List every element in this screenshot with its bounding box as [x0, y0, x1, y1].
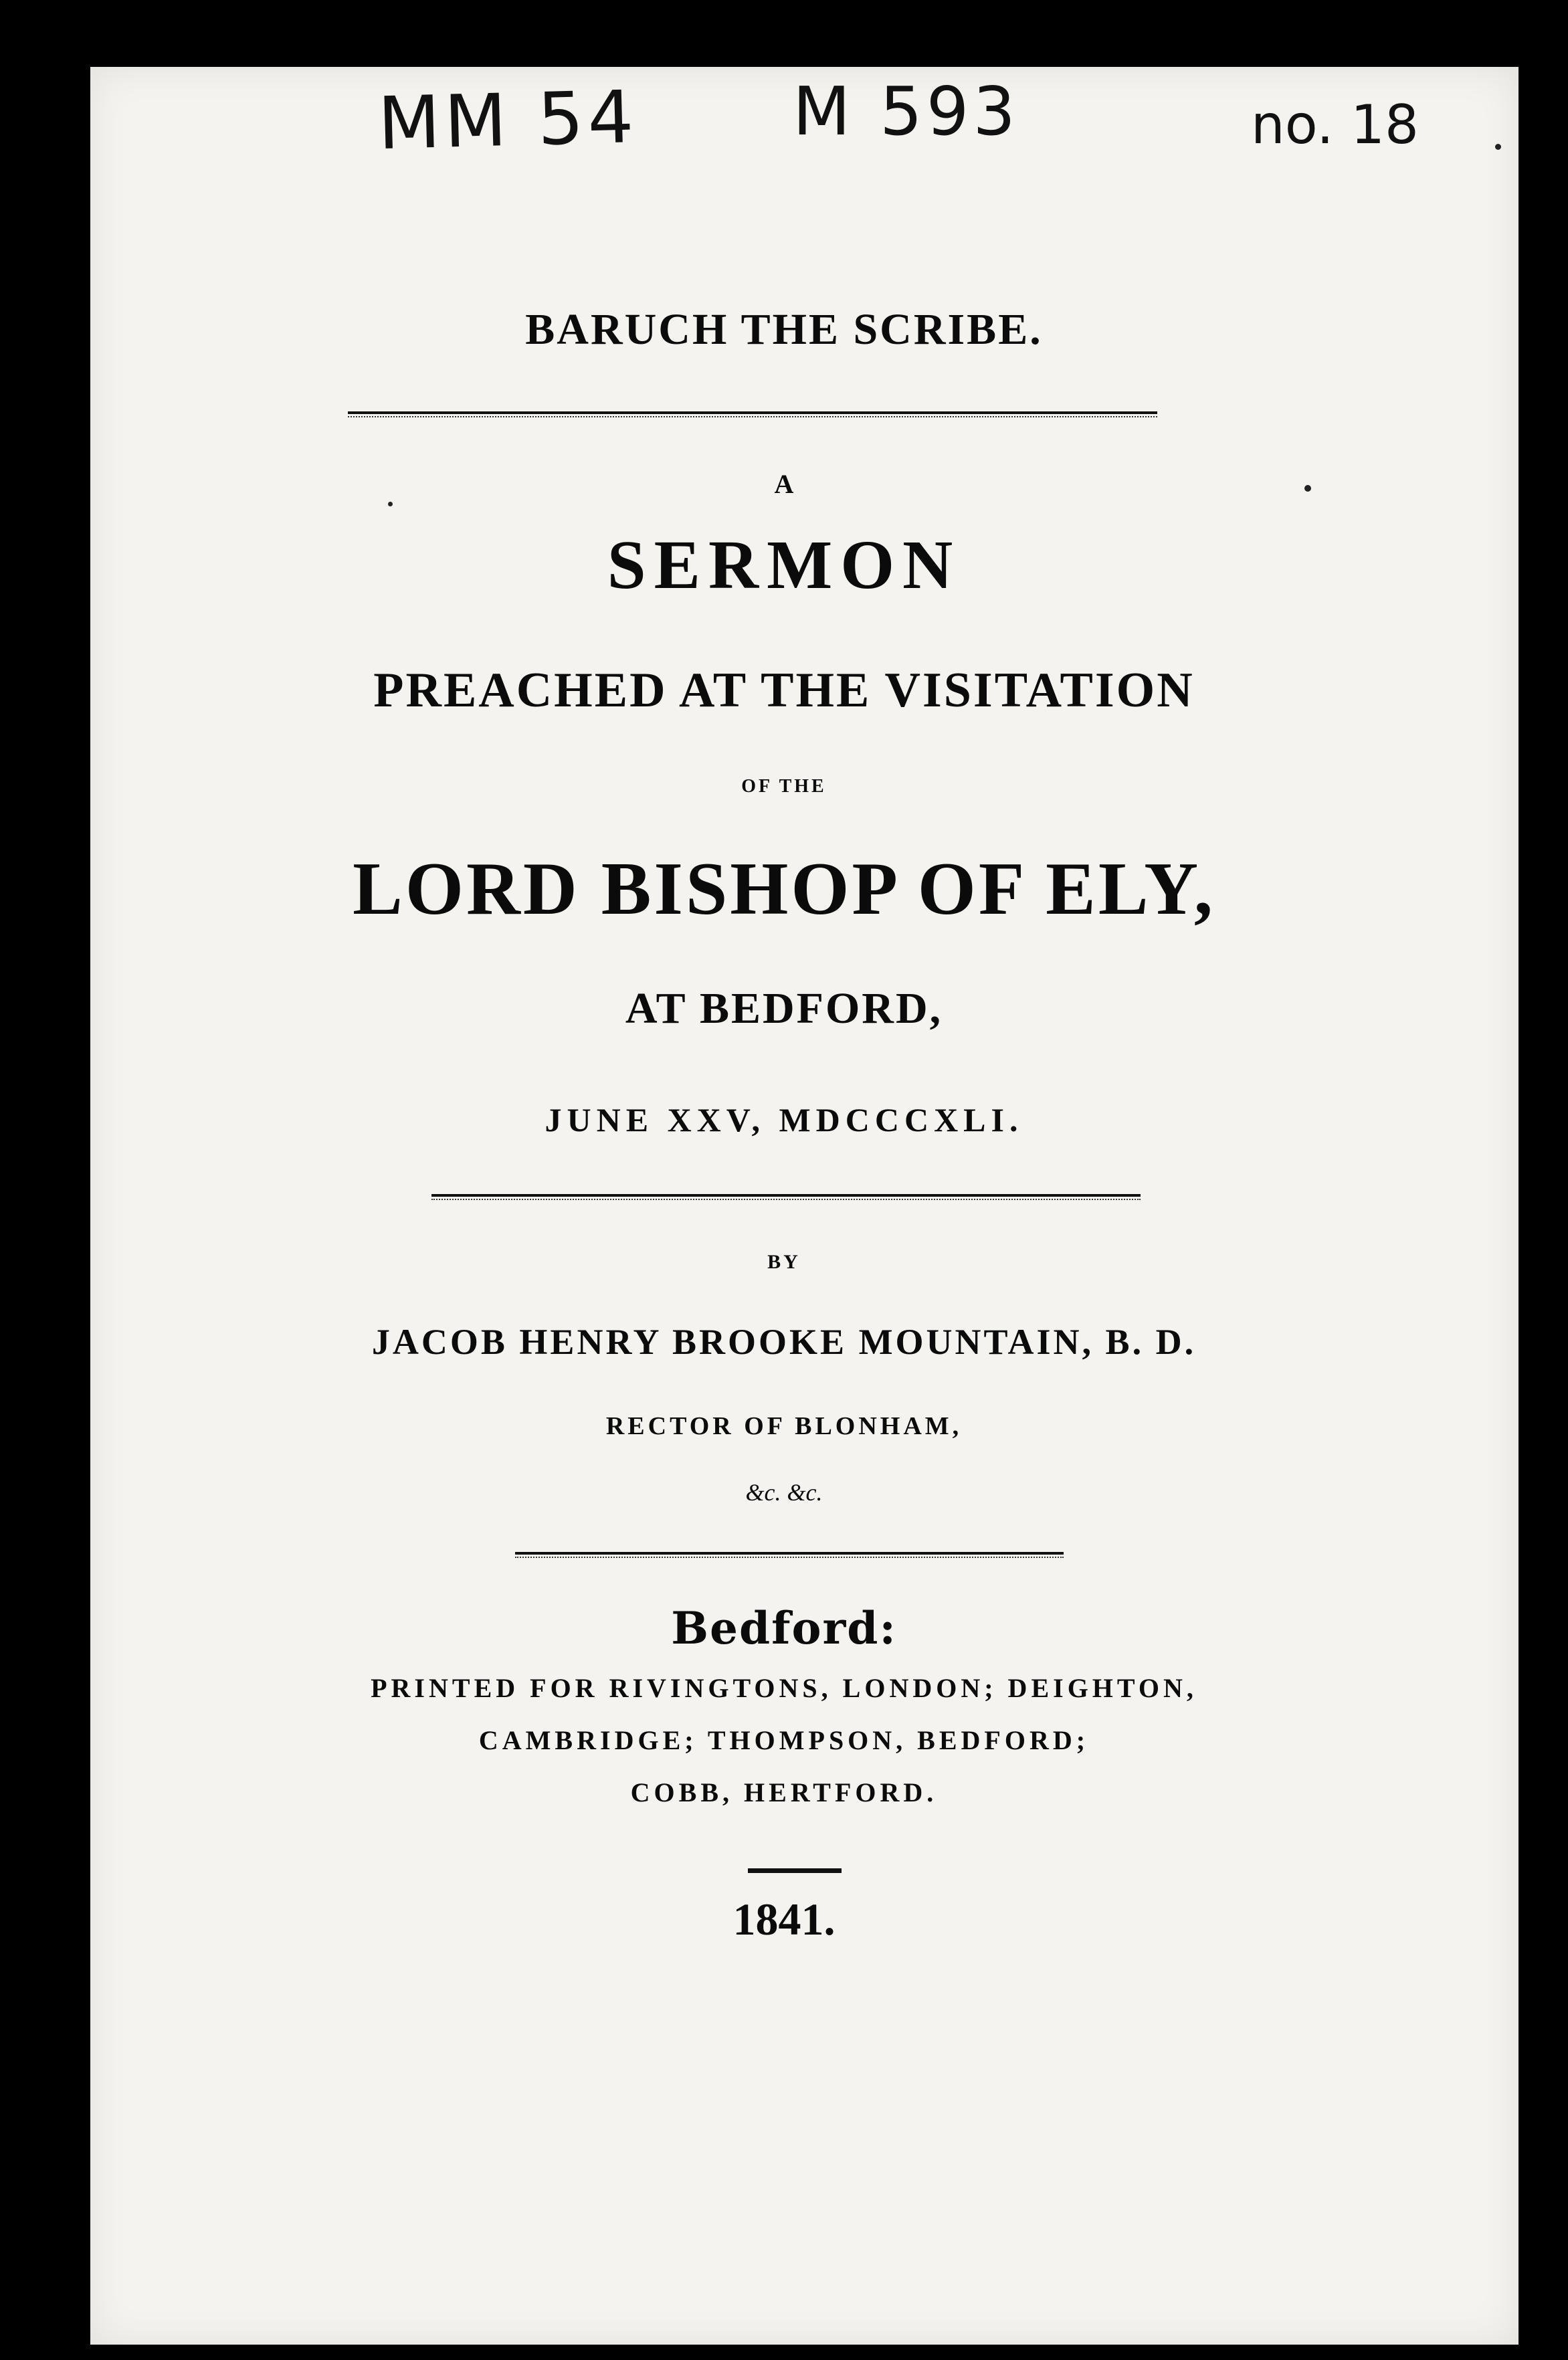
decorative-rule-middle [431, 1194, 1141, 1197]
paper-speck [1304, 485, 1311, 492]
author-etc: &c. &c. [745, 1479, 823, 1506]
main-title: SERMON [607, 526, 961, 603]
publication-year: 1841. [732, 1894, 836, 1945]
paper-speck [1495, 144, 1501, 150]
publishers-line-2: CAMBRIDGE; THOMPSON, BEDFORD; [478, 1725, 1090, 1755]
handwritten-item-number: no. 18 [1251, 94, 1419, 156]
bishop-title: LORD BISHOP OF ELY, [353, 848, 1215, 930]
decorative-rule-top [348, 411, 1157, 414]
year-rule [748, 1868, 842, 1873]
author-role: RECTOR OF BLONHAM, [605, 1412, 963, 1440]
place: AT BEDFORD, [625, 984, 943, 1033]
title-article: A [774, 469, 794, 499]
publishers-line-1: PRINTED FOR RIVINGTONS, LONDON; DEIGHTON, [371, 1673, 1197, 1703]
paper-speck [388, 502, 393, 506]
subtitle: PREACHED AT THE VISITATION [373, 663, 1195, 718]
title-page [90, 67, 1518, 2345]
subtitle-connector: OF THE [741, 776, 827, 797]
imprint-place: Bedford: [671, 1602, 897, 1654]
running-title: BARUCH THE SCRIBE. [525, 305, 1043, 354]
handwritten-shelfmark-left: MM 54 [377, 75, 639, 167]
publishers-line-3: COBB, HERTFORD. [630, 1777, 938, 1807]
decorative-rule-bottom [515, 1552, 1064, 1555]
handwritten-shelfmark-right: M 593 [793, 72, 1019, 151]
author-name: JACOB HENRY BROOKE MOUNTAIN, B. D. [371, 1322, 1197, 1362]
byline-label: BY [767, 1251, 801, 1273]
date: JUNE XXV, MDCCCXLI. [545, 1101, 1023, 1139]
